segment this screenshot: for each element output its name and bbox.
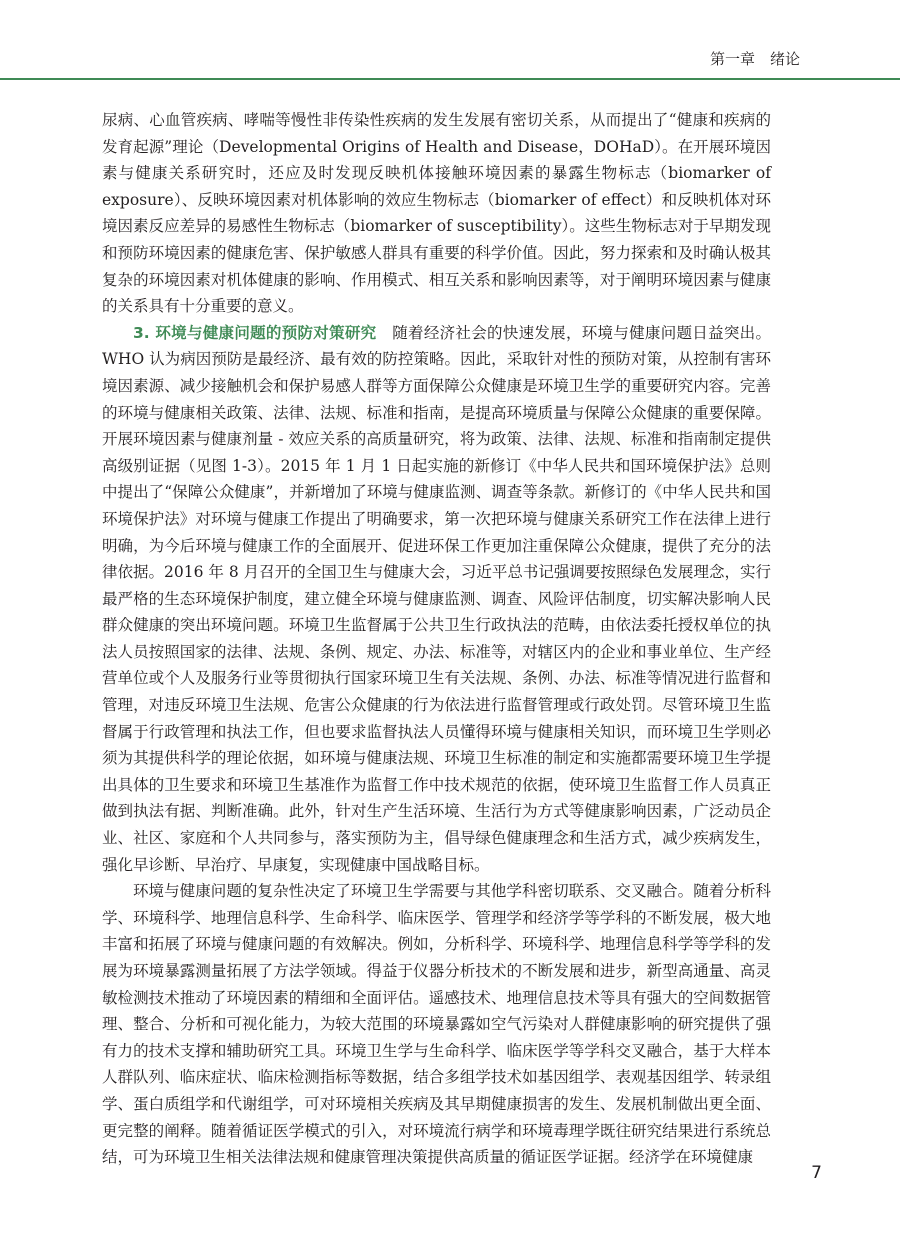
header-rule (0, 78, 900, 80)
paragraph-interdisciplinary: 环境与健康问题的复杂性决定了环境卫生学需要与其他学科密切联系、交叉融合。随着分析科学、环境科学、地理信息科学、生命科学、临床医学、管理学和经济学等学科的不断发展，极大地丰富和拓展了环境与健康问题的有效解决。例如，分析科学、环境科学、地理信息科学等学科的发展为环境暴露测量拓展了方法学领域。得益于仪器分析技术的不断发展和进步，新型高通量、高灵敏检测技术推动了环境因素的精细和全面评估。遥感技术、地理信息技术等具有强大的空间数据管理、整合、分析和可视化能力，为较大范围的环境暴露如空气污染对人群健康影响的研究提供了强有力的技术支撑和辅助研究工具。环境卫生学与生命科学、临床医学等学科交叉融合，基于大样本人群队列、临床症状、临床检测指标等数据，结合多组学技术如基因组学、表观基因组学、转录组学、蛋白质组学和代谢组学，可对环境相关疾病及其早期健康损害的发生、发展机制做出更全面、更完整的阐释。随着循证医学模式的引入，对环境流行病学和环境毒理学既往研究结果进行系统总结，可为环境卫生相关法律法规和健康管理决策提供高质量的循证医学证据。经济学在环境健康 (102, 882, 771, 1167)
page-number: 7 (811, 1163, 822, 1183)
section-3-body: 随着经济社会的快速发展，环境与健康问题日益突出。WHO 认为病因预防是最经济、最有效的防控策略。因此，采取针对性的预防对策，从控制有害环境因素源、减少接触机会和保护易感人群等方面保障公众健康是环境卫生学的重要研究内容。完善的环境与健康相关政策、法律、法规、标准和指南，是提高环境质量与保障公众健康的重要保障。开展环境因素与健康剂量 - 效应关系的高质量研究，将为政策、法律、法规、标准和指南制定提供高级别证据（见图 1-3）。2015 年 1 月 1 日起实施的新修订《中华人民共和国环境保护法》总则中提出了“保障公众健康”，并新增加了环境与健康监测、调查等条款。新修订的《中华人民共和国环境保护法》对环境与健康工作提出了明确要求，第一次把环境与健康关系研究工作在法律上进行明确，为今后环境与健康工作的全面展开、促进环保工作更加注重保障公众健康，提供了充分的法律依据。2016 年 8 月召开的全国卫生与健康大会，习近平总书记强调要按照绿色发展理念，实行最严格的生态环境保护制度，建立健全环境与健康监测、调查、风险评估制度，切实解决影响人民群众健康的突出环境问题。环境卫生监督属于公共卫生行政执法的范畴，由依法委托授权单位的执法人员按照国家的法律、法规、条例、规定、办法、标准等，对辖区内的企业和事业单位、生产经营单位或个人及服务行业等贯彻执行国家环境卫生有关法规、条例、办法、标准等情况进行监督和管理，对违反环境卫生法规、危害公众健康的行为依法进行监督管理或行政处罚。尽管环境卫生监督属于行政管理和执法工作，但也要求监督执法人员懂得环境与健康相关知识，而环境卫生学则必须为其提供科学的理论依据，如环境与健康法规、环境卫生标准的制定和实施都需要环境卫生学提出具体的卫生要求和环境卫生基准作为监督工作中技术规范的依据，使环境卫生监督工作人员真正做到执法有据、判断准确。此外，针对生产生活环境、生活行为方式等健康影响因素，广泛动员企业、社区、家庭和个人共同参与，落实预防为主，倡导绿色健康理念和生活方式，减少疾病发生，强化早诊断、早治疗、早康复，实现健康中国战略目标。 (102, 323, 771, 874)
section-3-paragraph (102, 320, 771, 878)
page-body (102, 107, 771, 1171)
paragraph-continued: 尿病、心血管疾病、哮喘等慢性非传染性疾病的发生发展有密切关系，从而提出了“健康和疾病的发育起源”理论（Developmental Origins of Health and Disease，DOHaD）。在开展环境因素与健康关系研究时，还应及时发现反映机体接触环境因素的暴露生物标志（biomarker of exposure）、反映环境因素对机体影响的效应生物标志（biomarker of effect）和反映机体对环境因素反应差异的易感性生物标志（biomarker of susceptibility）。这些生物标志对于早期发现和预防环境因素的健康危害、保护敏感人群具有重要的科学价值。因此，努力探索和及时确认极其复杂的环境因素对机体健康的影响、作用模式、相互关系和影响因素等，对于阐明环境因素与健康的关系具有十分重要的意义。 (102, 111, 771, 316)
section-3-heading: 3. 环境与健康问题的预防对策研究 (133, 323, 377, 342)
running-header: 第一章 绪论 (709, 50, 800, 68)
